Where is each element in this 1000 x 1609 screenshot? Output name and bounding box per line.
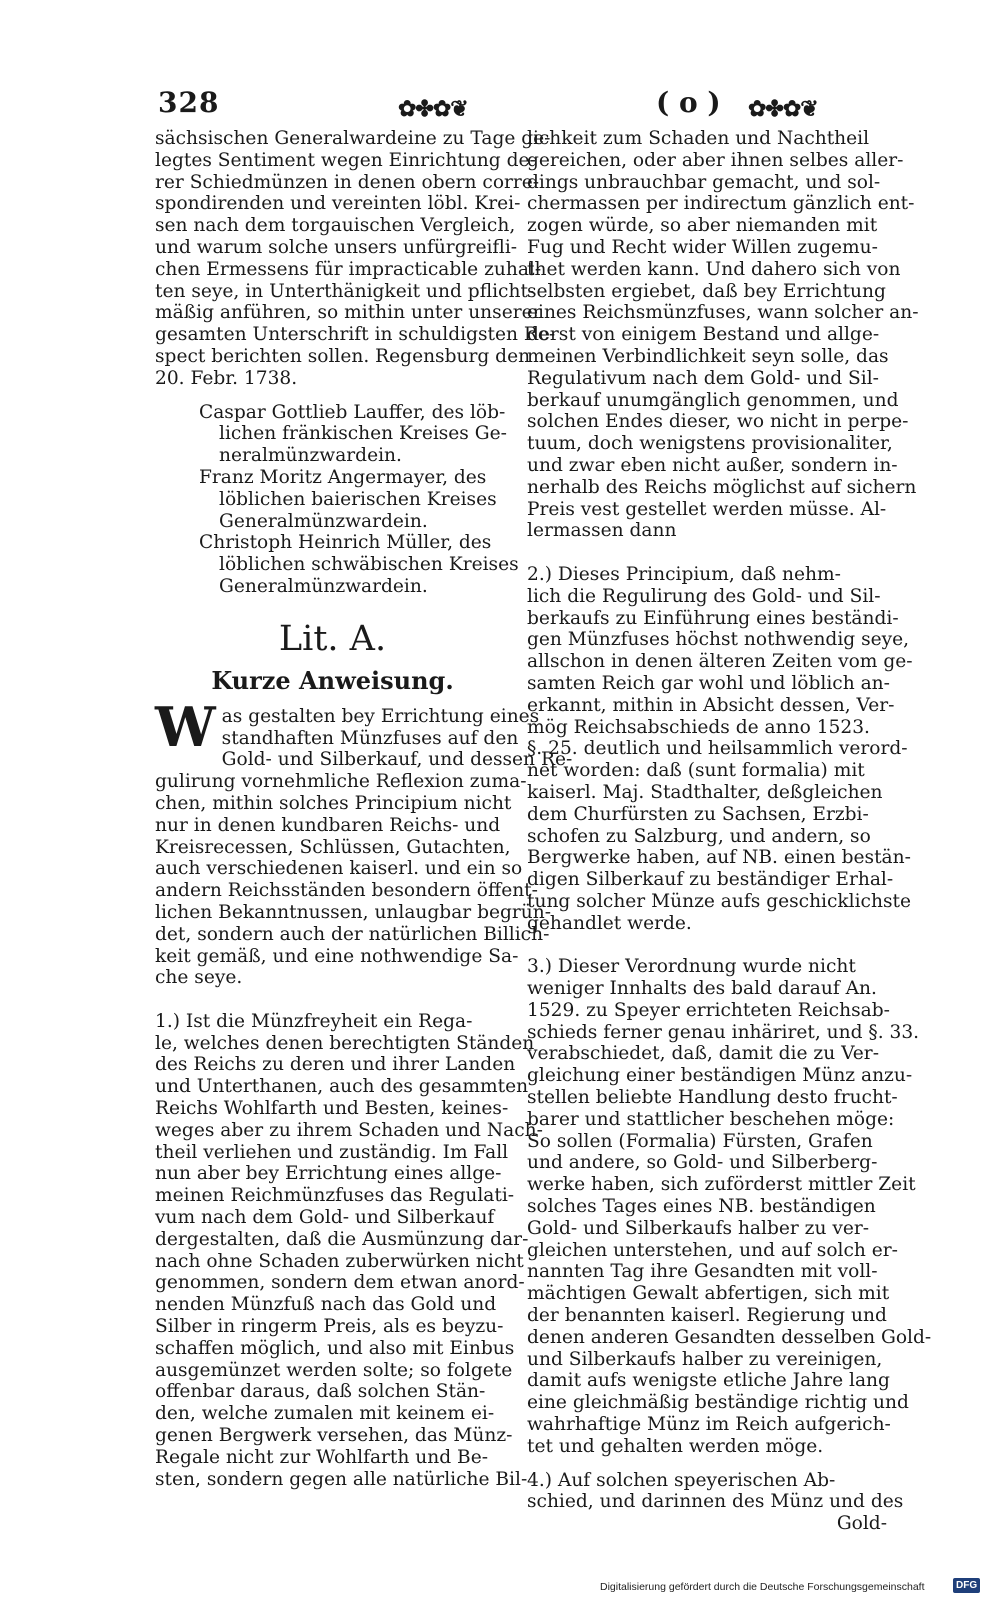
- text-line: digen Silberkauf zu beständiger Erhal-: [527, 869, 894, 891]
- text-line: nur in denen kundbaren Reichs- und: [155, 814, 501, 836]
- text-line: lich die Regulirung des Gold- und Sil-: [527, 585, 881, 607]
- text-line: So sollen (Formalia) Fürsten, Grafen: [527, 1130, 873, 1152]
- text-line: ten seye, in Unterthänigkeit und pflicht-: [155, 280, 535, 302]
- text-line: standhaften Münzfuses auf den: [221, 727, 519, 749]
- text-line: Silber in ringerm Preis, als es beyzu-: [155, 1316, 504, 1338]
- signatories-block: [155, 401, 519, 598]
- text-line: keit gemäß, und eine nothwendige Sa-: [155, 945, 519, 967]
- text-line: Caspar Gottlieb Lauffer, des löb-: [199, 401, 506, 423]
- opening-paragraph: [155, 128, 556, 390]
- text-line: erkannt, mithin in Absicht dessen, Ver-: [527, 694, 895, 716]
- text-line: schied, und darinnen des Münz und des: [527, 1491, 904, 1513]
- text-line: löblichen baierischen Kreises: [219, 488, 497, 510]
- text-line: Preis vest gestellet werden müsse. Al-: [527, 498, 887, 520]
- text-line: lichkeit zum Schaden und Nachtheil: [527, 128, 870, 149]
- text-line: gen Münzfuses höchst nothwendig seye,: [527, 629, 910, 651]
- text-line: auch verschiedenen kaiserl. und ein so: [155, 858, 523, 880]
- text-line: allschon in denen älteren Zeiten vom ge-: [527, 651, 913, 673]
- ornament-left-icon: ✿✤✿❦: [398, 96, 468, 122]
- text-line: §. 25. deutlich und heilsammlich verord-: [527, 738, 908, 760]
- text-line: 3.) Dieser Verordnung wurde nicht: [527, 956, 856, 978]
- text-line: det, sondern auch der natürlichen Billich-: [155, 923, 550, 945]
- text-line: spondirenden und vereinten löbl. Krei-: [155, 193, 521, 215]
- text-line: gehandlet werde.: [527, 912, 692, 934]
- text-line: theil verliehen und zuständig. Im Fall: [155, 1141, 509, 1163]
- text-line: genommen, sondern dem etwan anord-: [155, 1272, 525, 1294]
- signatory-entry: [155, 402, 510, 467]
- text-line: und Unterthanen, auch des gesammten: [155, 1076, 529, 1098]
- text-line: weges aber zu ihrem Schaden und Nach-: [155, 1119, 543, 1141]
- text-line: samten Reich gar wohl und löblich an-: [527, 672, 890, 694]
- point-1-paragraph: [155, 1010, 543, 1491]
- text-line: Bergwerke haben, auf NB. einen bestän-: [527, 847, 911, 869]
- point-3-paragraph: [527, 956, 932, 1457]
- text-line: nerhalb des Reichs möglichst auf sichern: [527, 476, 917, 498]
- right-column: [527, 128, 932, 1535]
- text-line: tung solcher Münze aufs geschicklichste: [527, 890, 911, 912]
- text-line: solchen Endes dieser, wo nicht in perpe-: [527, 411, 909, 433]
- text-line: und warum solche unsers unfürgreifli-: [155, 236, 518, 258]
- text-line: schieds ferner genau inhäriret, und §. 33.: [527, 1021, 920, 1043]
- text-line: net worden: daß (sunt formalia) mit: [527, 760, 865, 782]
- text-line: 1529. zu Speyer errichteten Reichsab-: [527, 999, 890, 1021]
- section-subheading: Kurze Anweisung.: [211, 665, 454, 695]
- text-line: schaffen möglich, und also mit Einbus: [155, 1337, 515, 1359]
- text-line: meinen Reichmünzfuses das Regulati-: [155, 1185, 515, 1207]
- signature-mark: ( o ): [656, 86, 721, 119]
- text-line: solches Tages eines NB. beständigen: [527, 1196, 876, 1218]
- text-line: Christoph Heinrich Müller, des: [199, 532, 492, 554]
- text-line: mäßig anführen, so mithin unter unserer: [155, 302, 542, 324]
- text-line: offenbar daraus, daß solchen Stän-: [155, 1381, 486, 1403]
- page-number: 328: [158, 86, 220, 119]
- text-line: barer und stattlicher beschehen möge:: [527, 1108, 895, 1130]
- text-line: wahrhaftige Münz im Reich aufgerich-: [527, 1414, 891, 1436]
- text-line: lichen fränkischen Kreises Ge-: [219, 423, 507, 445]
- signatory-entry: [155, 467, 510, 532]
- text-line: sten, sondern gegen alle natürliche Bil-: [155, 1468, 528, 1490]
- section-heading: Lit. A.: [278, 618, 387, 659]
- text-line: gereichen, oder aber ihnen selbes aller-: [527, 149, 904, 171]
- text-line: löblichen schwäbischen Kreises: [219, 554, 519, 576]
- text-line: andern Reichsständen besondern öffent-: [155, 880, 538, 902]
- text-line: damit aufs wenigste etliche Jahre lang: [527, 1370, 890, 1392]
- text-line: Regulativum nach dem Gold- und Sil-: [527, 367, 879, 389]
- text-line: und zwar eben nicht außer, sondern in-: [527, 454, 898, 476]
- text-line: Regale nicht zur Wohlfarth und Be-: [155, 1446, 489, 1468]
- text-line: selbsten ergiebet, daß bey Errichtung: [527, 280, 886, 302]
- text-line: zogen würde, so aber niemanden mit: [527, 215, 878, 237]
- text-line: gulirung vornehmliche Reflexion zuma-: [155, 771, 527, 793]
- point-4-paragraph: [527, 1469, 904, 1514]
- signatory-entry: [155, 532, 519, 597]
- text-line: mächtigen Gewalt abfertigen, sich mit: [527, 1283, 890, 1305]
- text-line: sen nach dem torgauischen Vergleich,: [155, 215, 516, 237]
- text-line: derst von einigem Bestand und allge-: [527, 324, 880, 346]
- text-line: tuum, doch wenigstens provisionaliter,: [527, 433, 893, 455]
- text-line: gesamten Unterschrift in schuldigsten Re-: [155, 324, 556, 346]
- text-line: werke haben, sich zuförderst mittler Zeit: [527, 1174, 916, 1196]
- text-line: chen, mithin solches Principium nicht: [155, 792, 512, 814]
- text-line: thet werden kann. Und dahero sich von: [527, 258, 901, 280]
- point-2-paragraph: [527, 563, 913, 935]
- text-line: weniger Innhalts des bald darauf An.: [527, 978, 877, 1000]
- text-line: Gold- und Silberkaufs halber zu ver-: [527, 1217, 870, 1239]
- text-line: Fug und Recht wider Willen zugemu-: [527, 236, 878, 258]
- text-line: eines Reichsmünzfuses, wann solcher an-: [527, 302, 919, 324]
- text-line: nannten Tag ihre Gesandten mit voll-: [527, 1261, 878, 1283]
- text-line: berkauf unumgänglich genommen, und: [527, 389, 899, 411]
- text-line: lichen Bekanntnussen, unlaugbar begrün-: [155, 901, 552, 923]
- text-line: ausgemünzet werden solte; so folgete: [155, 1359, 513, 1381]
- footer-text: Digitalisierung gefördert durch die Deutsche Forschungsgemeinschaft: [600, 1581, 925, 1593]
- text-line: rer Schiedmünzen in denen obern corre-: [155, 171, 540, 193]
- dfg-logo-icon: DFG: [953, 1578, 980, 1593]
- text-line: nun aber bey Errichtung eines allge-: [155, 1163, 502, 1185]
- text-line: dings unbrauchbar gemacht, und sol-: [527, 171, 881, 193]
- intro-paragraph: [155, 694, 573, 989]
- text-line: dergestalten, daß die Ausmünzung dar-: [155, 1228, 529, 1250]
- text-line: nenden Münzfuß nach das Gold und: [155, 1294, 497, 1316]
- text-line: und Silberkaufs halber zu vereinigen,: [527, 1348, 883, 1370]
- left-column: [155, 128, 573, 1490]
- text-line: kaiserl. Maj. Stadthalter, deßgleichen: [527, 781, 883, 803]
- text-line: schofen zu Salzburg, und andern, so: [527, 825, 871, 847]
- text-line: der benannten kaiserl. Regierung und: [527, 1305, 887, 1327]
- text-line: mög Reichsabschieds de anno 1523.: [527, 716, 870, 738]
- text-line: des Reichs zu deren und ihrer Landen: [155, 1054, 516, 1076]
- text-line: sächsischen Generalwardeine zu Tage ge-: [155, 128, 551, 149]
- page-header: [150, 86, 890, 126]
- drop-cap: W: [155, 694, 216, 759]
- text-line: 1.) Ist die Münzfreyheit ein Rega-: [155, 1010, 473, 1032]
- text-line: eine gleichmäßig beständige richtig und: [527, 1392, 909, 1414]
- text-line: lermassen dann: [527, 520, 677, 542]
- text-line: denen anderen Gesandten desselben Gold-: [527, 1326, 932, 1348]
- text-line: le, welches denen berechtigten Ständen: [155, 1032, 535, 1054]
- text-line: 4.) Auf solchen speyerischen Ab-: [527, 1469, 836, 1491]
- text-line: dem Churfürsten zu Sachsen, Erzbi-: [527, 803, 869, 825]
- text-line: den, welche zumalen mit keinem ei-: [155, 1403, 495, 1425]
- text-line: und andere, so Gold- und Silberberg-: [527, 1152, 878, 1174]
- text-line: spect berichten sollen. Regensburg den: [155, 345, 531, 367]
- text-line: che seye.: [155, 967, 243, 989]
- text-line: nach ohne Schaden zuberwürken nicht: [155, 1250, 524, 1272]
- text-line: tet und gehalten werden möge.: [527, 1435, 824, 1457]
- ornament-right-icon: ✿✤✿❦: [748, 96, 818, 122]
- text-line: genen Bergwerk versehen, das Münz-: [155, 1425, 513, 1447]
- text-line: chermassen per indirectum gänzlich ent-: [527, 193, 915, 215]
- text-line: Gold- und Silberkauf, und dessen Re-: [221, 749, 573, 771]
- text-line: verabschiedet, daß, damit die zu Ver-: [527, 1043, 879, 1065]
- text-line: meinen Verbindlichkeit seyn solle, das: [527, 345, 889, 367]
- text-line: Kreisrecessen, Schlüssen, Gutachten,: [155, 836, 511, 858]
- continuation-paragraph: [527, 128, 919, 542]
- text-line: gleichen unterstehen, und auf solch er-: [527, 1239, 898, 1261]
- text-line: legtes Sentiment wegen Einrichtung de-: [155, 149, 536, 171]
- text-line: neralmünzwardein.: [219, 445, 402, 467]
- text-line: chen Ermessens für impracticable zuhal-: [155, 258, 542, 280]
- text-line: stellen beliebte Handlung desto frucht-: [527, 1087, 898, 1109]
- text-line: gleichung einer beständigen Münz anzu-: [527, 1065, 913, 1087]
- text-line: Franz Moritz Angermayer, des: [199, 466, 487, 488]
- catchword: Gold-: [836, 1513, 887, 1535]
- text-line: Generalmünzwardein.: [219, 510, 428, 532]
- text-line: 20. Febr. 1738.: [155, 367, 298, 389]
- text-line: Generalmünzwardein.: [219, 575, 428, 597]
- text-line: berkaufs zu Einführung eines beständi-: [527, 607, 899, 629]
- text-line: 2.) Dieses Principium, daß nehm-: [527, 563, 841, 585]
- text-line: Reichs Wohlfarth und Besten, keines-: [155, 1098, 509, 1120]
- text-line: vum nach dem Gold- und Silberkauf: [155, 1207, 495, 1229]
- text-line: as gestalten bey Errichtung eines: [221, 705, 540, 727]
